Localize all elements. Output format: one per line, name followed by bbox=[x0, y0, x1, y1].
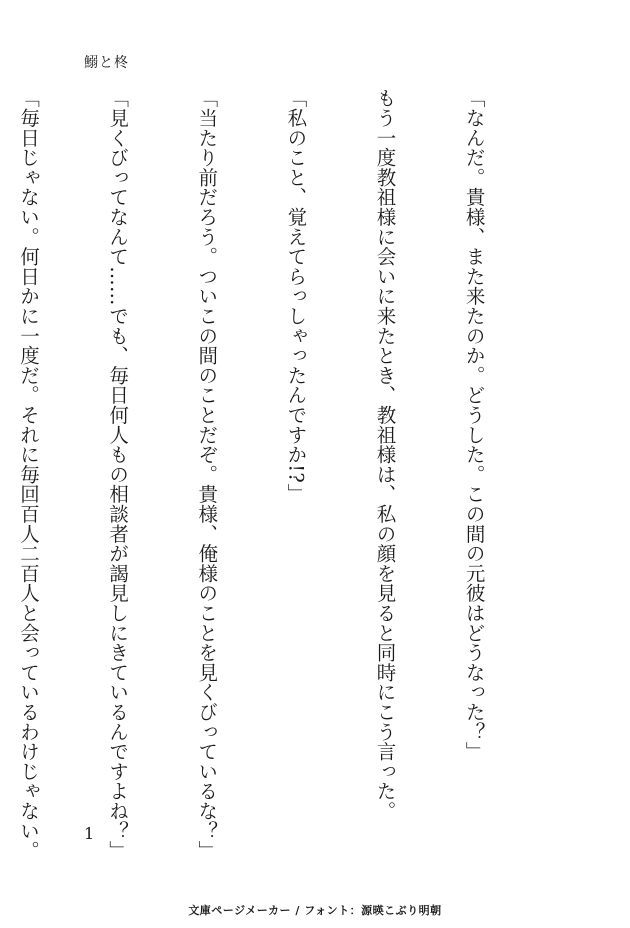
text-line: 「毎日じゃない。何日かに一度だ。それに毎回百人二百人と会っているわけじゃない。 bbox=[17, 88, 41, 861]
page-title: 鰯と柊 bbox=[84, 55, 129, 71]
page-number: 1 bbox=[84, 824, 95, 843]
text-line: 「当たり前だろう。ついこの間のことだぞ。貴様、俺様のことを見くびっているな？」 bbox=[195, 88, 219, 861]
text-line: 「見くびってなんて……でも、毎日何人もの相談者が謁見しにきているんですよね？」 bbox=[106, 88, 130, 861]
text-line: 「私のこと、覚えてらっしゃったんですか!?」 bbox=[284, 88, 308, 503]
text-line: もう一度教祖様に会いに来たとき、教祖様は、私の顔を見ると同時にこう言った。 bbox=[373, 88, 397, 821]
text-line: 「なんだ。貴様、また来たのか。どうした。この間の元彼はどうなった？」 bbox=[462, 88, 486, 762]
footer-credit: 文庫ページメーカー / フォント：源暎こぶり明朝 bbox=[188, 904, 442, 917]
vertical-body-text bbox=[0, 88, 548, 861]
